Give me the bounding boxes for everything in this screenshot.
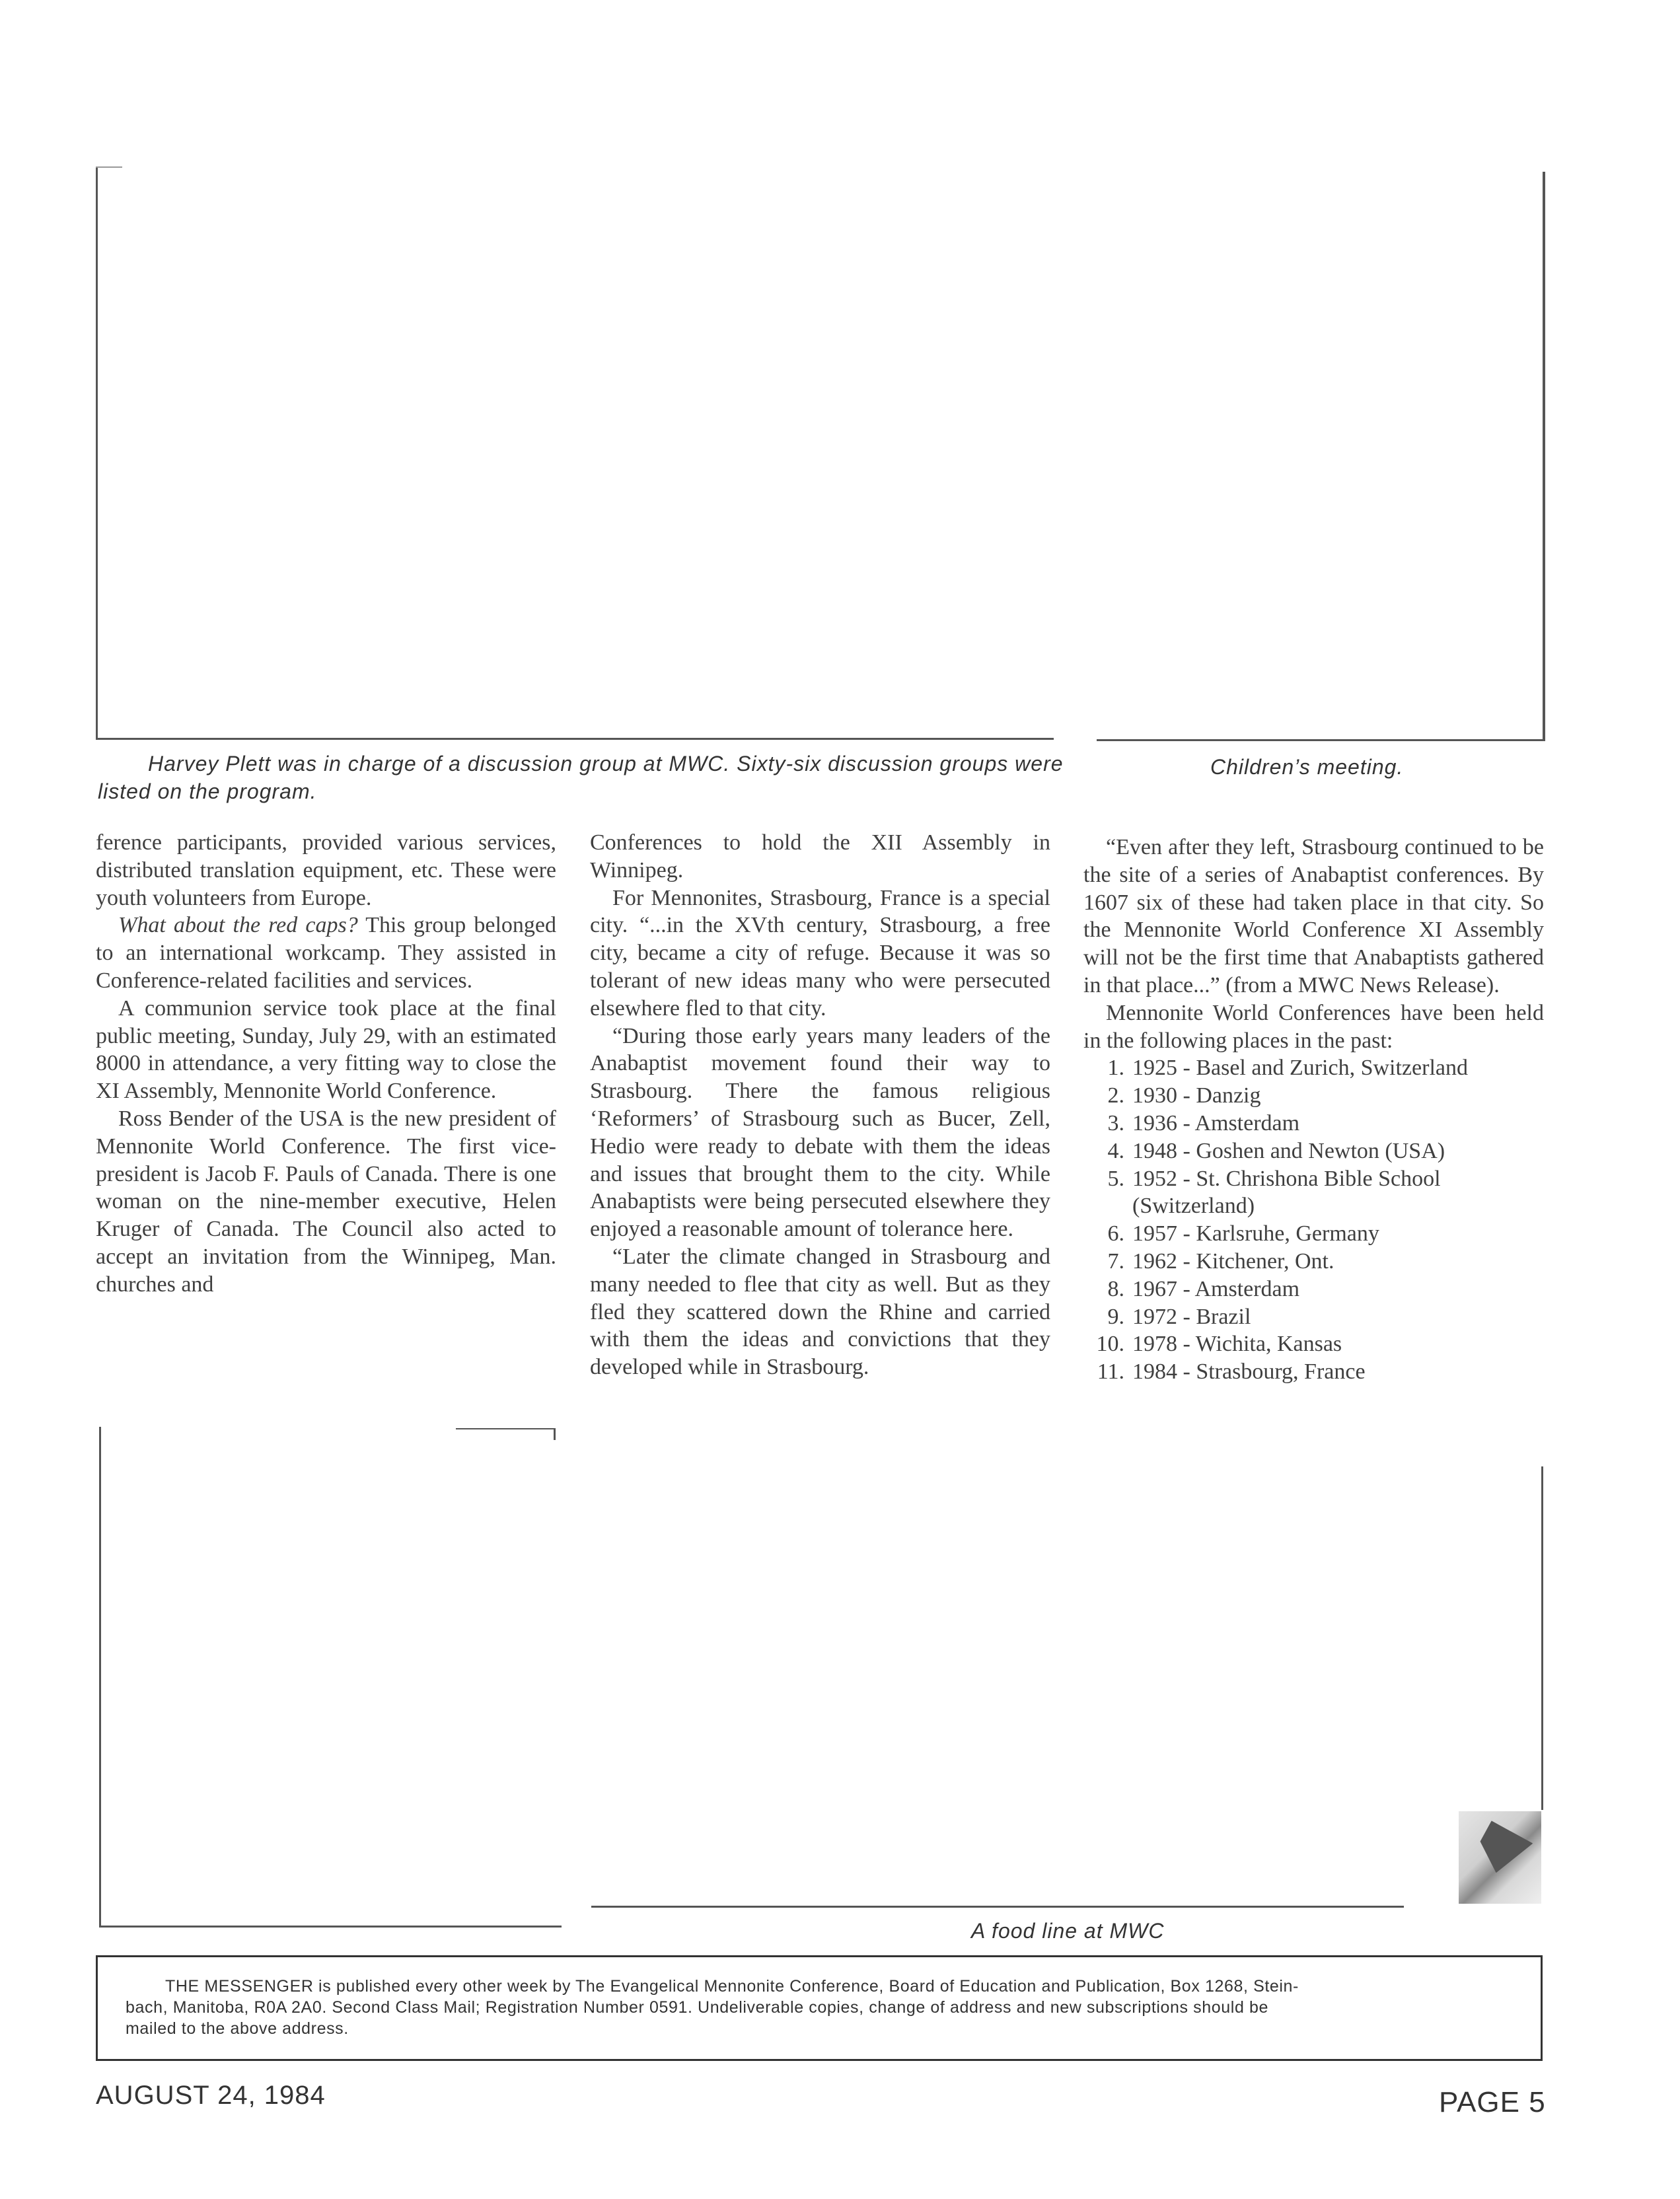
list-item: 8. 1967 - Amsterdam [1107,1276,1300,1301]
paragraph: “Even after they left, Strasbourg continued to be the site of a series of Anabaptist conferences. By 1607 six of these had taken place in that city. So the Mennonite World Conference XI Assembly will not be the first time that Anabaptists gathered in that place...” (from a MWC News Release). [1083,835,1544,997]
list-item: 3. 1936 - Amsterdam [1107,1110,1300,1136]
list-item: 4. 1948 - Goshen and Newton (USA) [1107,1138,1445,1163]
paragraph: Mennonite World Conferences have been held in the following places in the past: [1083,1000,1544,1053]
list-item: 6. 1957 - Karlsruhe, Germany [1107,1221,1379,1246]
paragraph: Ross Bender of the USA is the new president of Mennonite World Conference. The first vice-president is Jacob F. Pauls of Canada. There is one woman on the nine-member executive, Helen Kruger of Canada. The Council also acted to accept an invitation from the Winnipeg, Man. churches and [96,1106,556,1297]
paragraph: A communion service took place at the final public meeting, Sunday, July 29, with an estimated 8000 in attendance, a very fitting way to close the XI Assembly, Mennonite World Conference. [96,995,556,1104]
list-item: 2. 1930 - Danzig [1107,1083,1261,1108]
notice-line: bach, Manitoba, R0A 2A0. Second Class Mail; Registration Number 0591. Undeliverable copies, change of address and new subscriptions should be [126,1998,1268,2017]
notice-line: THE MESSENGER is published every other week by The Evangelical Mennonite Conference, Board of Education and Publication, Box 1268, Stein- [165,1977,1299,1996]
list-item-continuation: (Switzerland) [1132,1194,1255,1219]
paragraph: Conferences to hold the XII Assembly in Winnipeg. [590,830,1050,883]
page-number: PAGE 5 [1439,2086,1546,2118]
food-line-photo-fragment [1459,1811,1541,1904]
past-conferences-list [1083,1054,1544,1386]
paragraph: For Mennonites, Strasbourg, France is a special city. “...in the XVth century, Strasbourg, a free city, became a city of refuge. Because it was so tolerant of new ideas many who were persecuted elsewhere fled to that city. [590,885,1050,1021]
list-item: 5. 1952 - St. Chrishona Bible School [1107,1166,1441,1191]
list-item: 10. 1978 - Wichita, Kansas [1096,1332,1342,1357]
article-column-3 [1083,834,1544,1386]
notice-line: mailed to the above address. [126,2019,349,2038]
caption-childrens-meeting: Children’s meeting. [1210,755,1404,779]
paragraph-body: This group belonged to an international workcamp. They assisted in Conference-related facilities and services. [96,913,556,993]
publication-notice [96,1955,1543,2061]
paragraph: “Later the climate changed in Strasbourg and many needed to flee that city as well. But as they fled they scattered down the Rhine and carried with them the ideas and convictions that they developed while in Strasbourg. [590,1244,1050,1380]
list-item: 1. 1925 - Basel and Zurich, Switzerland [1107,1056,1468,1081]
caption-food-line: A food line at MWC [971,1919,1165,1943]
paragraph [96,912,556,994]
paragraph: “During those early years many leaders of the Anabaptist movement found their way to Strasbourg. There the famous religious ‘Reformers’ of Strasbourg such as Bucer, Zell, Hedio were ready to debate with them the ideas and issues that brought them to the city. While Anabaptists were being persecuted elsewhere they enjoyed a reasonable amount of tolerance here. [590,1023,1050,1242]
list-item: 11. 1984 - Strasbourg, France [1097,1359,1366,1385]
paragraph: ference participants, provided various services, distributed translation equipment, etc. These were youth volunteers from Europe. [96,830,556,910]
paragraph-lead: What about the red caps? [118,913,358,938]
article-column-1 [96,829,556,1299]
list-item: 7. 1962 - Kitchener, Ont. [1107,1248,1334,1274]
caption-discussion-group: Harvey Plett was in charge of a discussion group at MWC. Sixty-six discussion groups were listed on the program. [98,752,1064,803]
list-item: 9. 1972 - Brazil [1107,1304,1251,1329]
article-column-2 [590,829,1050,1381]
issue-date: AUGUST 24, 1984 [96,2081,326,2110]
